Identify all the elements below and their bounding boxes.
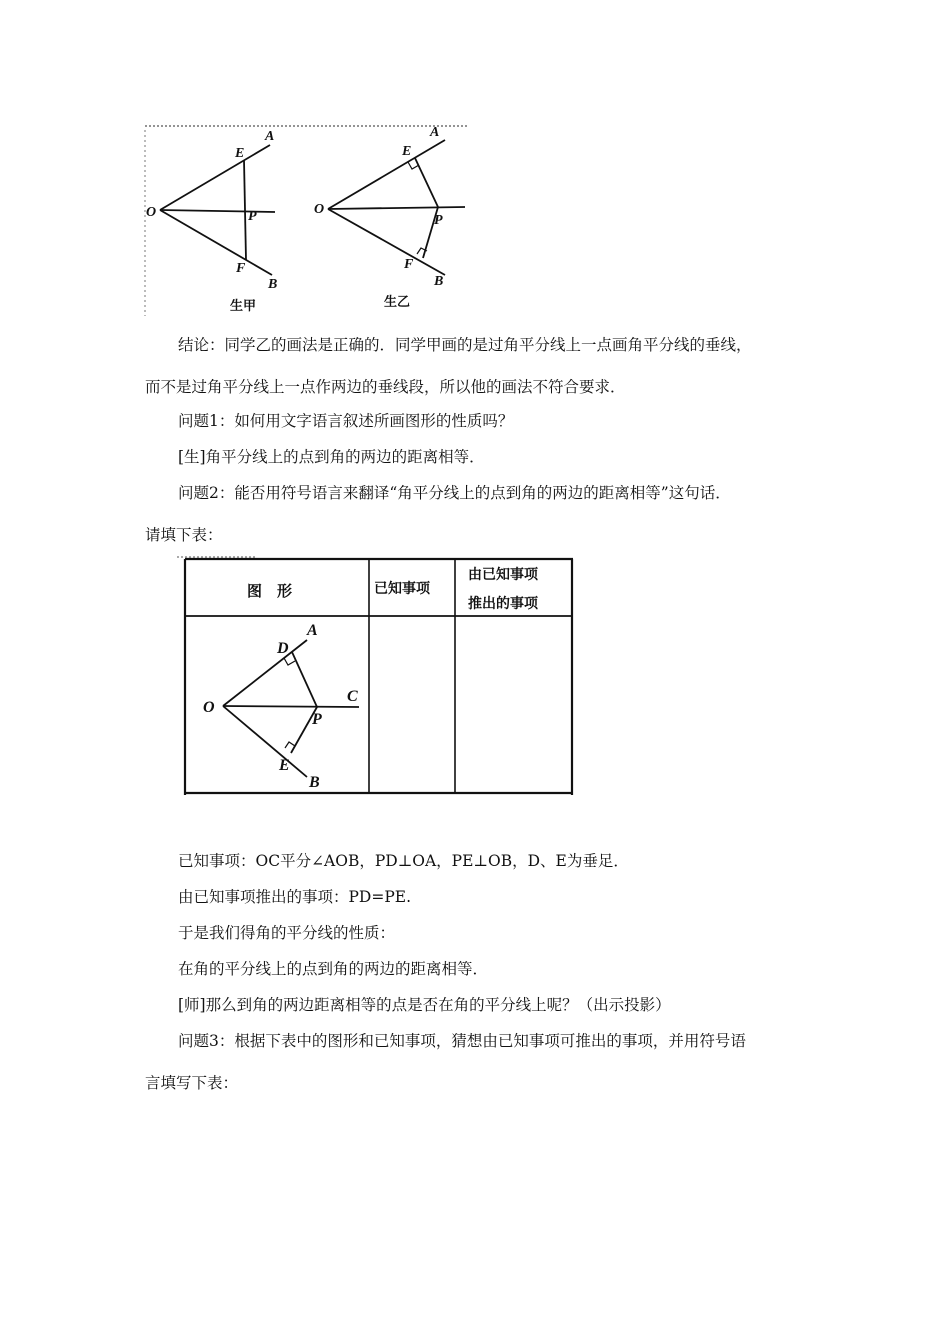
label-b: B — [434, 274, 444, 289]
label-a: A — [430, 125, 440, 140]
label-b: B — [268, 277, 278, 292]
caption-student-b: 生乙 — [384, 295, 411, 310]
student-answer: [生]角平分线上的点到角的两边的距离相等． — [178, 448, 485, 466]
table-figure — [187, 617, 367, 792]
label-a: A — [307, 622, 318, 639]
label-o: O — [314, 202, 325, 217]
teacher-question: [师]那么到角的两边距离相等的点是否在角的平分线上呢？（出示投影） — [178, 996, 671, 1014]
label-e: E — [279, 757, 290, 774]
label-e: E — [235, 146, 245, 161]
therefore-line: 于是我们得角的平分线的性质： — [178, 924, 396, 942]
label-o: O — [146, 205, 157, 220]
conclusion-line2: 而不是过角平分线上一点作两边的垂线段，所以他的画法不符合要求． — [145, 378, 626, 396]
conclusion-line1: 结论：同学乙的画法是正确的．同学甲画的是过角平分线上一点画角平分线的垂线， — [178, 336, 752, 354]
header-derived-line2: 推出的事项 — [468, 596, 538, 612]
property-table — [175, 555, 575, 797]
question-3-line2: 言填写下表： — [145, 1074, 239, 1092]
label-p: P — [248, 209, 257, 224]
label-c: C — [347, 688, 358, 705]
label-f: F — [404, 257, 414, 272]
label-p: P — [434, 213, 443, 228]
header-figure: 图 形 — [247, 582, 293, 600]
label-b: B — [309, 774, 320, 791]
label-a: A — [265, 129, 275, 144]
figure-student-a — [146, 129, 277, 314]
question-2: 问题2：能否用符号语言来翻译“角平分线上的点到角的两边的距离相等”这句话． — [178, 484, 731, 502]
label-e: E — [402, 144, 412, 159]
label-p: P — [312, 711, 322, 728]
header-known: 已知事项 — [374, 581, 430, 597]
label-d: D — [277, 640, 289, 657]
fill-table-prompt: 请填下表： — [145, 526, 223, 544]
header-derived-line1: 由已知事项 — [468, 567, 538, 583]
figure-student-b — [314, 125, 465, 310]
label-o: O — [203, 699, 215, 716]
figure-constructions — [140, 120, 475, 320]
question-1: 问题1：如何用文字语言叙述所画图形的性质吗？ — [178, 412, 514, 430]
label-f: F — [236, 261, 246, 276]
property-statement: 在角的平分线上的点到角的两边的距离相等． — [178, 960, 489, 978]
known-facts: 已知事项：OC平分∠AOB，PD⊥OA，PE⊥OB，D、E为垂足． — [178, 852, 629, 870]
caption-student-a: 生甲 — [230, 299, 257, 314]
derived-facts: 由已知事项推出的事项：PD=PE. — [178, 888, 412, 906]
question-3-line1: 问题3：根据下表中的图形和已知事项，猜想由已知事项可推出的事项，并用符号语 — [178, 1032, 746, 1050]
